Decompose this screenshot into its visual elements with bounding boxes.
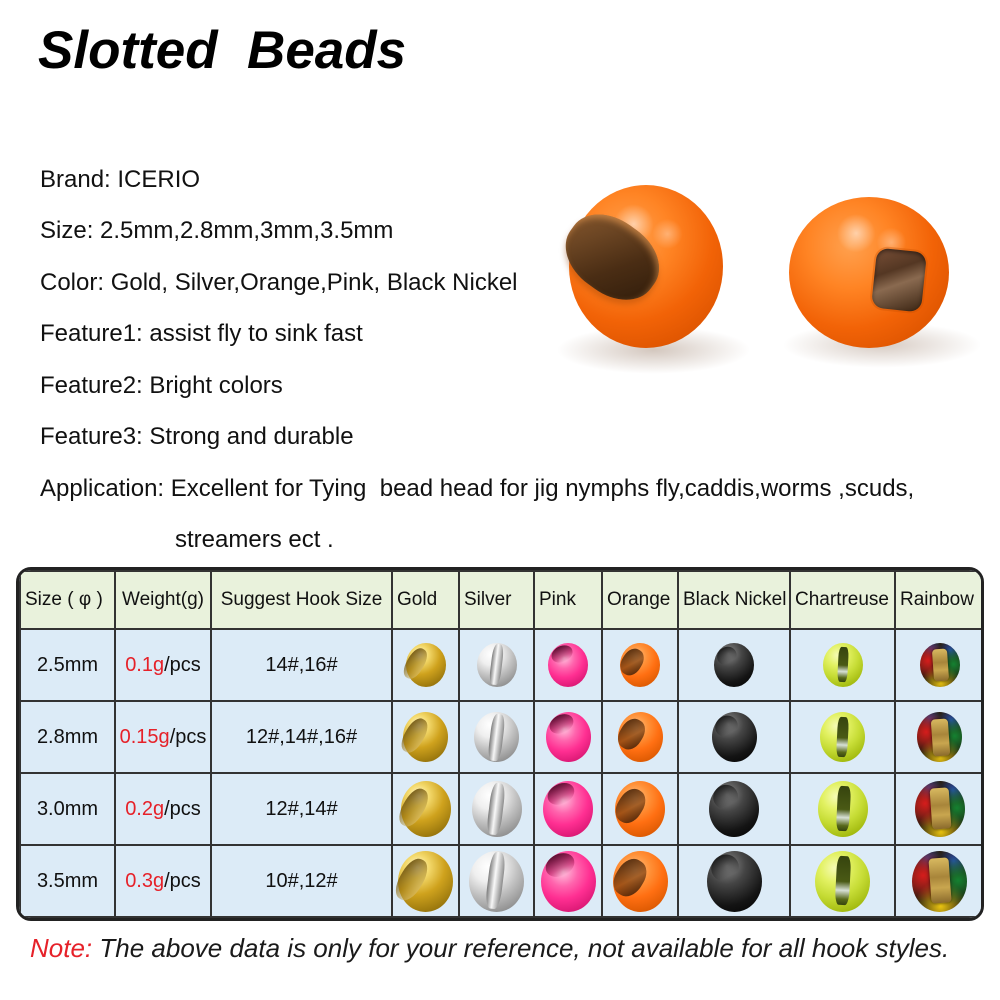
footnote-label: Note: — [30, 933, 93, 963]
gold-bead — [403, 712, 448, 762]
bead-cell — [895, 629, 984, 701]
bead-slot — [709, 781, 742, 813]
bead-cell — [392, 773, 459, 845]
bead-cell — [678, 845, 790, 917]
chartreuse-bead — [820, 712, 865, 762]
bead-cell — [678, 629, 790, 701]
bead-cell — [790, 845, 895, 917]
weight-cell — [115, 773, 211, 845]
chartreuse-bead — [818, 781, 868, 837]
bead-slot — [930, 788, 951, 830]
bead-slot — [835, 856, 851, 905]
bead-slot — [931, 718, 950, 756]
bead-cell — [602, 701, 678, 773]
bead-cell — [534, 629, 602, 701]
black-nickel-bead — [709, 781, 759, 837]
weight-suffix: /pcs — [164, 797, 201, 820]
bead-slot — [542, 849, 579, 882]
bead-cell — [534, 845, 602, 917]
weight-cell — [115, 845, 211, 917]
orange-bead — [620, 643, 660, 687]
bead-slot — [837, 647, 849, 683]
page-title: Slotted Beads — [38, 21, 407, 80]
bead-cell — [534, 701, 602, 773]
pink-bead — [548, 643, 588, 687]
bead-cell — [895, 773, 984, 845]
col-header-hook: Suggest Hook Size — [211, 571, 392, 629]
gold-bead — [401, 781, 451, 837]
size-cell: 2.5mm — [20, 629, 115, 701]
bead-cell — [459, 629, 534, 701]
bead-cell — [459, 845, 534, 917]
bead-slot — [836, 716, 849, 757]
gold-bead — [398, 851, 453, 912]
weight-suffix: /pcs — [164, 653, 201, 676]
pink-bead — [541, 851, 596, 912]
gold-bead — [406, 643, 446, 687]
weight-cell — [115, 701, 211, 773]
rainbow-bead — [915, 781, 965, 837]
table-row — [20, 845, 984, 917]
bead-slot — [544, 779, 578, 809]
bead-cell — [459, 701, 534, 773]
table-header-row — [20, 571, 984, 629]
table-row — [20, 701, 984, 773]
bead-cell — [790, 629, 895, 701]
weight-suffix: /pcs — [164, 869, 201, 892]
table-row — [20, 773, 984, 845]
bead-slot — [488, 644, 504, 686]
silver-bead — [469, 851, 524, 912]
bead-cell — [790, 701, 895, 773]
weight-value: 0.3g — [125, 869, 165, 892]
bead-slot — [400, 645, 431, 682]
bead-cell — [602, 629, 678, 701]
orange-bead — [613, 851, 668, 912]
col-header-size: Size ( φ ) — [20, 571, 115, 629]
weight-cell — [115, 629, 211, 701]
col-header-chartreuse: Chartreuse — [790, 571, 895, 629]
pink-bead — [546, 712, 591, 762]
bead-cell — [392, 845, 459, 917]
bead-cell — [534, 773, 602, 845]
size-cell: 2.8mm — [20, 701, 115, 773]
col-header-weight: Weight(g) — [115, 571, 211, 629]
bead-cell — [790, 773, 895, 845]
orange-bead — [615, 781, 665, 837]
bead-slot — [932, 648, 949, 681]
spec-color: Color: Gold, Silver,Orange,Pink, Black Nickel — [40, 268, 518, 296]
bead-cell — [392, 701, 459, 773]
footnote-text: The above data is only for your reference, not available for all hook styles. — [92, 933, 950, 963]
spec-feature1: Feature1: assist fly to sink fast — [40, 320, 363, 348]
col-header-pink: Pink — [534, 571, 602, 629]
rainbow-bead — [917, 712, 962, 762]
bead-slot — [486, 782, 506, 835]
bead-slot — [610, 784, 650, 828]
spec-application-cont: streamers ect . — [175, 526, 334, 554]
hook-cell: 14#,16# — [211, 629, 392, 701]
pink-bead — [543, 781, 593, 837]
bead-slot — [714, 643, 740, 669]
bead-slot — [929, 858, 952, 904]
bead-cell — [678, 701, 790, 773]
bead-slot — [613, 714, 649, 753]
weight-value: 0.1g — [125, 653, 165, 676]
bead-slot — [394, 784, 433, 830]
silver-bead — [477, 643, 517, 687]
weight-suffix: /pcs — [169, 725, 207, 748]
bead-slot — [616, 645, 648, 679]
silver-bead — [472, 781, 522, 837]
bead-cell — [602, 773, 678, 845]
bead-slot — [711, 712, 741, 741]
hook-cell: 12#,14#,16# — [211, 701, 392, 773]
spec-table — [16, 567, 984, 921]
hook-cell: 10#,12# — [211, 845, 392, 917]
bead-slot — [608, 853, 652, 901]
bead-slot — [397, 715, 432, 756]
bead-slot — [706, 850, 742, 886]
spec-list — [40, 154, 990, 566]
spec-brand: Brand: ICERIO — [40, 165, 201, 193]
weight-value: 0.15g — [119, 725, 170, 748]
bead-slot — [487, 713, 505, 761]
bead-slot — [549, 642, 576, 666]
bead-cell — [895, 701, 984, 773]
chartreuse-bead — [815, 851, 870, 912]
orange-bead — [618, 712, 663, 762]
rainbow-bead — [912, 851, 967, 912]
size-cell: 3.0mm — [20, 773, 115, 845]
rainbow-bead — [920, 643, 960, 687]
spec-feature3: Feature3: Strong and durable — [40, 423, 354, 451]
bead-slot — [835, 786, 850, 831]
hook-cell: 12#,14# — [211, 773, 392, 845]
bead-cell — [392, 629, 459, 701]
bead-cell — [459, 773, 534, 845]
black-nickel-bead — [714, 643, 754, 687]
col-header-silver: Silver — [459, 571, 534, 629]
bead-slot — [392, 854, 433, 905]
spec-application: Application: Excellent for Tying bead head for jig nymphs fly,caddis,worms ,scuds, — [40, 474, 915, 502]
col-header-gold: Gold — [392, 571, 459, 629]
footnote — [30, 933, 990, 964]
spec-size: Size: 2.5mm,2.8mm,3mm,3.5mm — [40, 217, 394, 245]
size-cell: 3.5mm — [20, 845, 115, 917]
black-nickel-bead — [712, 712, 757, 762]
chartreuse-bead — [823, 643, 863, 687]
bead-cell — [602, 845, 678, 917]
black-nickel-bead — [707, 851, 762, 912]
col-header-rainbow: Rainbow — [895, 571, 984, 629]
weight-value: 0.2g — [125, 797, 165, 820]
spec-feature2: Feature2: Bright colors — [40, 371, 283, 399]
silver-bead — [474, 712, 519, 762]
col-header-black-nickel: Black Nickel — [678, 571, 790, 629]
table-row — [20, 629, 984, 701]
bead-slot — [546, 710, 576, 737]
bead-cell — [678, 773, 790, 845]
bead-slot — [485, 852, 507, 910]
col-header-orange: Orange — [602, 571, 678, 629]
bead-cell — [895, 845, 984, 917]
